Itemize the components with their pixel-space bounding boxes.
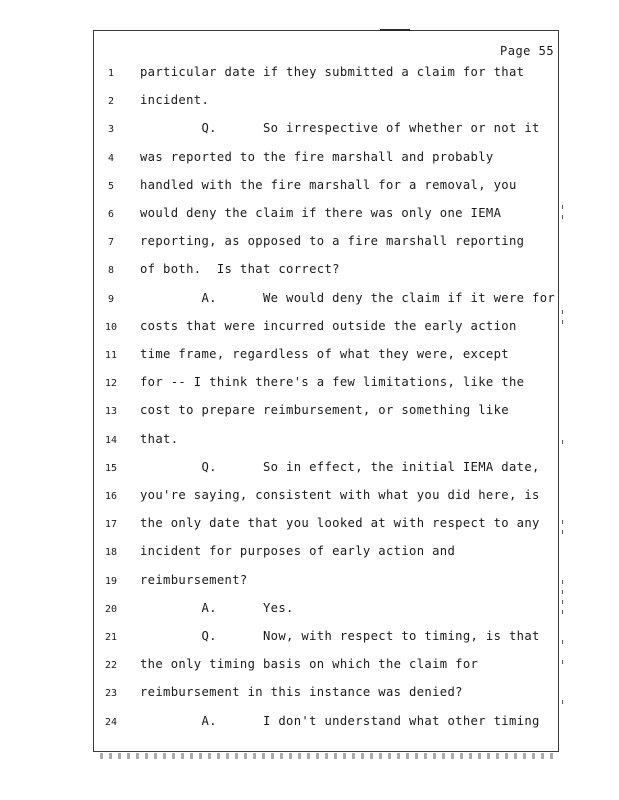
transcript-line bbox=[0, 544, 619, 564]
line-number: 18 bbox=[104, 547, 118, 559]
footer-scan-strip bbox=[100, 753, 555, 759]
line-text: reporting, as opposed to a fire marshall reporting bbox=[140, 234, 525, 249]
margin-scan-mark bbox=[562, 520, 563, 524]
line-number: 1 bbox=[107, 68, 115, 79]
line-text: handled with the fire marshall for a removal, you bbox=[140, 177, 517, 192]
transcript-line bbox=[0, 262, 619, 282]
line-number: 19 bbox=[104, 575, 118, 587]
line-number: 22 bbox=[104, 660, 118, 672]
line-text: was reported to the fire marshall and probably bbox=[140, 149, 494, 164]
line-number: 5 bbox=[107, 180, 115, 192]
transcript-line bbox=[0, 403, 619, 423]
line-number: 12 bbox=[104, 378, 118, 390]
line-number: 21 bbox=[104, 632, 118, 643]
line-text: for -- I think there's a few limitations, like the bbox=[140, 375, 525, 390]
transcript-line bbox=[0, 178, 619, 198]
margin-scan-mark bbox=[562, 600, 563, 604]
line-text: time frame, regardless of what they were, except bbox=[140, 347, 509, 361]
transcript-line bbox=[0, 65, 619, 85]
line-number: 16 bbox=[104, 491, 118, 502]
line-text: Q. So irrespective of whether or not it bbox=[140, 121, 540, 136]
margin-scan-mark bbox=[562, 530, 563, 534]
line-number: 9 bbox=[107, 293, 115, 305]
transcript-line bbox=[0, 601, 619, 621]
transcript-line bbox=[0, 347, 619, 367]
line-text: A. Yes. bbox=[140, 600, 294, 615]
margin-scan-mark bbox=[562, 580, 563, 584]
line-number: 14 bbox=[104, 434, 118, 446]
line-text: A. I don't understand what other timing bbox=[140, 713, 540, 728]
line-text: reimbursement? bbox=[140, 572, 248, 587]
margin-scan-mark bbox=[562, 590, 563, 594]
line-number: 2 bbox=[107, 96, 115, 108]
line-number: 20 bbox=[104, 603, 118, 615]
margin-scan-mark bbox=[562, 205, 563, 209]
frame-top-mark bbox=[380, 29, 410, 31]
transcript-line bbox=[0, 516, 619, 536]
transcript-line bbox=[0, 685, 619, 705]
line-text: Q. So in effect, the initial IEMA date, bbox=[140, 459, 540, 474]
transcript-line bbox=[0, 93, 619, 113]
transcript-line bbox=[0, 375, 619, 395]
transcript-line bbox=[0, 206, 619, 226]
margin-scan-mark bbox=[562, 700, 563, 704]
transcript-line bbox=[0, 234, 619, 254]
line-text: would deny the claim if there was only one IEMA bbox=[140, 206, 502, 220]
transcript-line bbox=[0, 488, 619, 508]
transcript-line bbox=[0, 714, 619, 734]
line-number: 3 bbox=[107, 124, 115, 136]
line-text: particular date if they submitted a claim for that bbox=[140, 65, 525, 79]
margin-scan-mark bbox=[562, 610, 563, 614]
line-text: of both. Is that correct? bbox=[140, 262, 340, 277]
transcript-line bbox=[0, 629, 619, 649]
margin-scan-mark bbox=[562, 640, 563, 644]
transcript-line bbox=[0, 291, 619, 311]
line-text: incident. bbox=[140, 93, 210, 108]
transcript-line bbox=[0, 150, 619, 170]
transcript-line bbox=[0, 460, 619, 480]
line-number: 8 bbox=[107, 265, 115, 277]
margin-scan-mark bbox=[562, 660, 563, 664]
line-number: 13 bbox=[104, 406, 118, 418]
line-number: 6 bbox=[107, 209, 115, 220]
line-number: 24 bbox=[104, 716, 118, 728]
line-text: the only date that you looked at with respect to any bbox=[140, 516, 540, 531]
line-text: Q. Now, with respect to timing, is that bbox=[140, 629, 540, 643]
margin-scan-mark bbox=[562, 215, 563, 219]
line-text: reimbursement in this instance was denied? bbox=[140, 685, 463, 700]
line-number: 17 bbox=[104, 519, 118, 531]
line-text: you're saying, consistent with what you did here, is bbox=[140, 488, 540, 502]
margin-scan-mark bbox=[562, 310, 563, 314]
line-number: 23 bbox=[104, 688, 118, 700]
line-text: cost to prepare reimbursement, or something like bbox=[140, 403, 509, 418]
transcript-line bbox=[0, 657, 619, 677]
line-number: 15 bbox=[104, 462, 118, 474]
transcript-line bbox=[0, 573, 619, 593]
line-number: 4 bbox=[107, 152, 115, 164]
line-text: that. bbox=[140, 431, 179, 446]
line-number: 10 bbox=[104, 321, 118, 333]
line-number: 11 bbox=[104, 350, 118, 361]
page-number: Page 55 bbox=[500, 44, 555, 58]
line-text: costs that were incurred outside the early action bbox=[140, 318, 517, 333]
line-text: incident for purposes of early action and bbox=[140, 544, 456, 559]
transcript-line bbox=[0, 432, 619, 452]
transcript-line bbox=[0, 121, 619, 141]
line-number: 7 bbox=[107, 237, 115, 249]
transcript-line bbox=[0, 319, 619, 339]
margin-scan-mark bbox=[562, 440, 563, 444]
line-text: A. We would deny the claim if it were for bbox=[140, 290, 556, 305]
line-text: the only timing basis on which the claim for bbox=[140, 657, 479, 672]
margin-scan-mark bbox=[562, 320, 563, 324]
